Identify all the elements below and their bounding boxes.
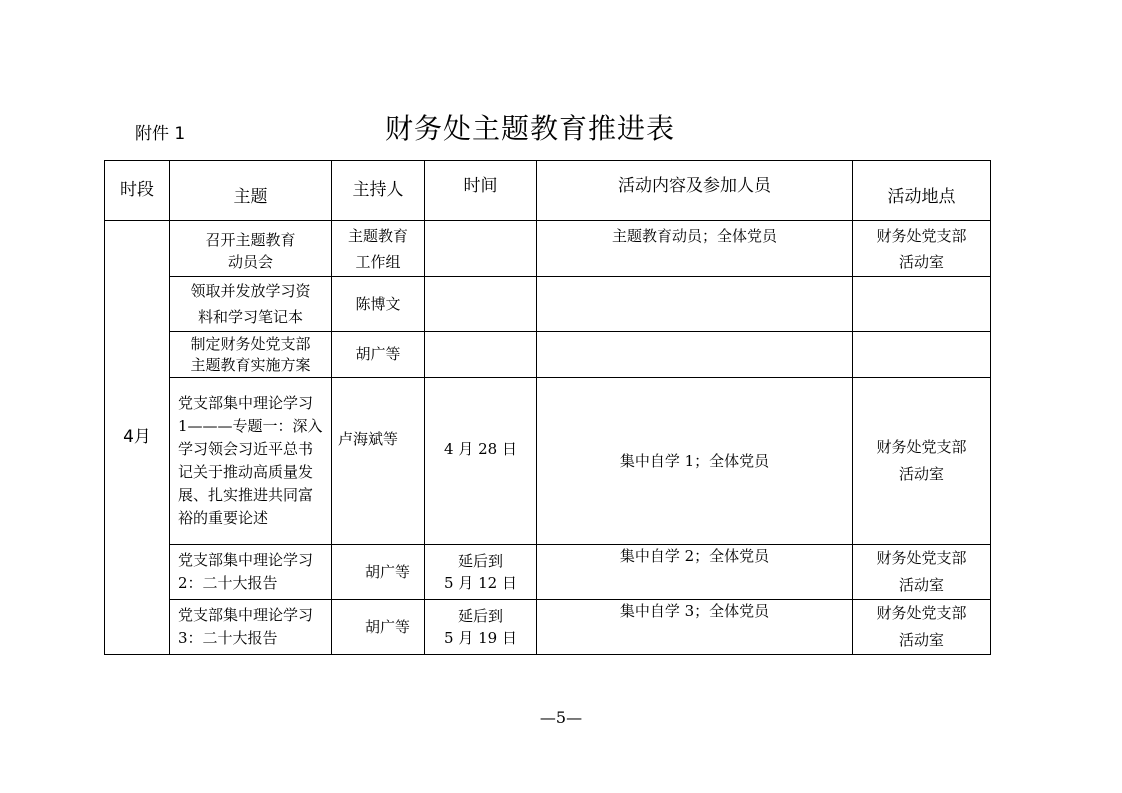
topic-cell: 制定财务处党支部 主题教育实施方案 [170,332,332,378]
table-row [105,332,991,378]
topic-cell: 党支部集中理论学习 2：二十大报告 [170,545,332,600]
content-cell: 集中自学 3；全体党员 [537,600,853,655]
location-cell: 财务处党支部 活动室 [853,600,991,655]
host-cell: 胡广等 [332,545,425,600]
header-content: 活动内容及参加人员 [537,161,853,221]
host-cell: 胡广等 [332,332,425,378]
header-time: 时间 [425,161,537,221]
header-topic: 主题 [170,161,332,221]
time-cell [425,332,537,378]
header-host: 主持人 [332,161,425,221]
location-cell: 财务处党支部 活动室 [853,221,991,277]
content-cell [537,332,853,378]
content-cell [537,277,853,332]
title-text: 财务处主题教育推进表 [384,112,675,145]
topic-cell: 党支部集中理论学习 1———专题一：深入 学习领会习近平总书 记关于推动高质量发 展、扎实推进共同富 裕的重要论述 [170,378,332,545]
location-cell [853,277,991,332]
table-row [105,221,991,277]
page-title [0,107,1060,147]
table-row [105,277,991,332]
table-header-row [105,161,991,221]
header-location: 活动地点 [853,161,991,221]
topic-cell: 召开主题教育 动员会 [170,221,332,277]
topic-cell: 党支部集中理论学习 3：二十大报告 [170,600,332,655]
page-number: —5— [539,708,583,727]
time-cell [425,221,537,277]
time-cell: 延后到 5 月 19 日 [425,600,537,655]
location-cell: 财务处党支部 活动室 [853,378,991,545]
time-cell: 延后到 5 月 12 日 [425,545,537,600]
schedule-table [104,160,991,655]
attachment-label: 附件 1 [135,124,186,144]
host-cell: 主题教育 工作组 [332,221,425,277]
table-row [105,545,991,600]
host-cell: 卢海斌等 [332,378,425,545]
location-cell: 财务处党支部 活动室 [853,545,991,600]
content-cell: 集中自学 2；全体党员 [537,545,853,600]
host-cell: 胡广等 [332,600,425,655]
period-cell: 4月 [105,221,170,655]
host-cell: 陈博文 [332,277,425,332]
time-cell [425,277,537,332]
content-cell: 集中自学 1；全体党员 [537,378,853,545]
content-cell: 主题教育动员；全体党员 [537,221,853,277]
header-period: 时段 [105,161,170,221]
topic-cell: 领取并发放学习资 料和学习笔记本 [170,277,332,332]
time-cell: 4 月 28 日 [425,378,537,545]
table-row [105,378,991,545]
table-row [105,600,991,655]
location-cell [853,332,991,378]
